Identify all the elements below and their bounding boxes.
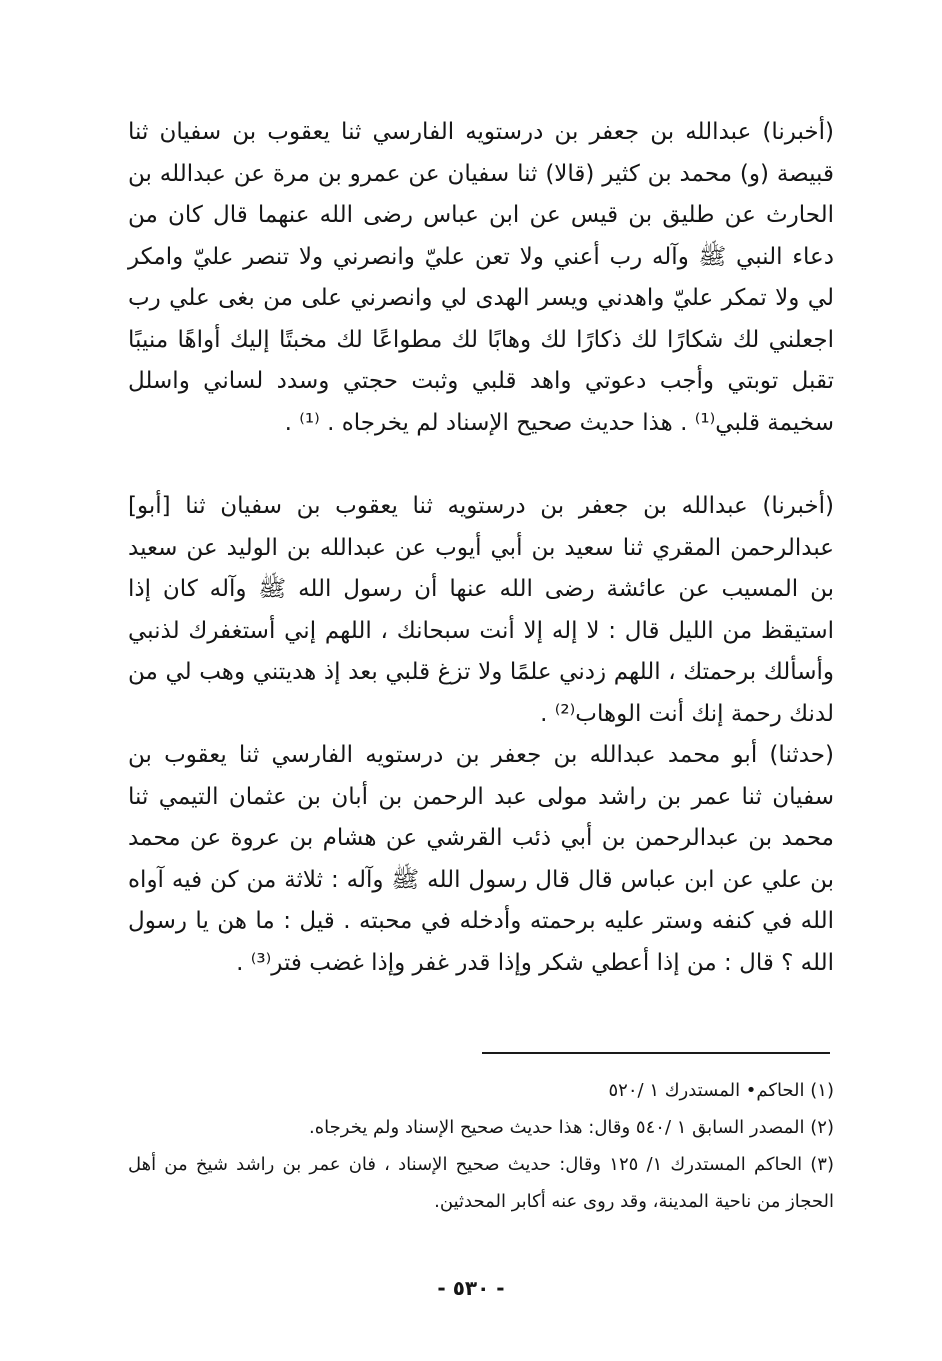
footnotes bbox=[128, 1072, 834, 1220]
hadith-paragraph-1: (أخبرنا) عبدالله بن جعفر بن درستويه الفارسي ثنا يعقوب بن سفيان ثنا قبيصة (و) محمد بن كثير (قالا) ثنا سفيان عن عمرو بن مرة عن عبدالله بن الحارث عن طليق بن قيس عن ابن عباس رضى الله عنهما قال كان من دعاء النبي ﷺ وآله رب أعني ولا تعن عليّ وانصرني ولا تنصر عليّ وامكر لي ولا تمكر عليّ واهدني ويسر الهدى لي وانصرني على من بغى علي رب اجعلني لك شكارًا لك ذكارًا لك وهابًا لك مطواعًا لك مخبتًا إليك أواهًا منيبًا تقبل توبتي وأجب دعوتي واهد قلبي وثبت حجتي وسدد لساني واسلل سخيمة قلبي⁽¹⁾ . هذا حديث صحيح الإسناد لم يخرجاه . ⁽¹⁾ . bbox=[128, 119, 834, 436]
hadith-paragraph-3: (حدثنا) أبو محمد عبدالله بن جعفر بن درستويه الفارسي ثنا يعقوب بن سفيان ثنا عمر بن راشد مولى عبد الرحمن بن أبان بن عثمان التيمي ثنا محمد بن عبدالرحمن بن أبي ذئب القرشي عن هشام بن عروة عن محمد بن علي عن ابن عباس قال قال رسول الله ﷺ وآله : ثلاثة من كن فيه آواه الله في كنفه وستر عليه برحمته وأدخله في محبته . قيل : ما هن يا رسول الله ؟ قال : من إذا أعطي شكر وإذا قدر غفر وإذا غضب فتر⁽³⁾ . bbox=[128, 742, 834, 976]
hadith-paragraph-2: (أخبرنا) عبدالله بن جعفر بن درستويه ثنا يعقوب بن سفيان ثنا [أبو] عبدالرحمن المقري ثنا سعيد بن أبي أيوب عن عبدالله بن الوليد عن سعيد بن المسيب عن عائشة رضى الله عنها أن رسول الله ﷺ وآله كان إذا استيقظ من الليل قال : لا إله إلا أنت سبحانك ، اللهم إني أستغفرك لذنبي وأسألك برحمتك ، اللهم زدني علمًا ولا تزغ قلبي بعد إذ هديتني وهب لي من لدنك رحمة إنك أنت الوهاب⁽²⁾ . bbox=[128, 493, 834, 727]
footnote-divider bbox=[482, 1052, 830, 1054]
footnote-2: (٢) المصدر السابق ١ /٥٤٠ وقال: هذا حديث صحيح الإسناد ولم يخرجاه. bbox=[309, 1117, 834, 1138]
main-text bbox=[128, 112, 834, 984]
page-number: - ٥٣٠ - bbox=[437, 1276, 505, 1300]
footnote-1: (١) الحاكم• المستدرك ١ /٥٢٠ bbox=[608, 1080, 834, 1101]
footnote-3: (٣) الحاكم المستدرك ١/ ١٢٥ وقال: حديث صحيح الإسناد ، فان عمر بن راشد شيخ من أهل الحجاز من ناحية المدينة، وقد روى عنه أكابر المحدثين. bbox=[128, 1154, 834, 1212]
